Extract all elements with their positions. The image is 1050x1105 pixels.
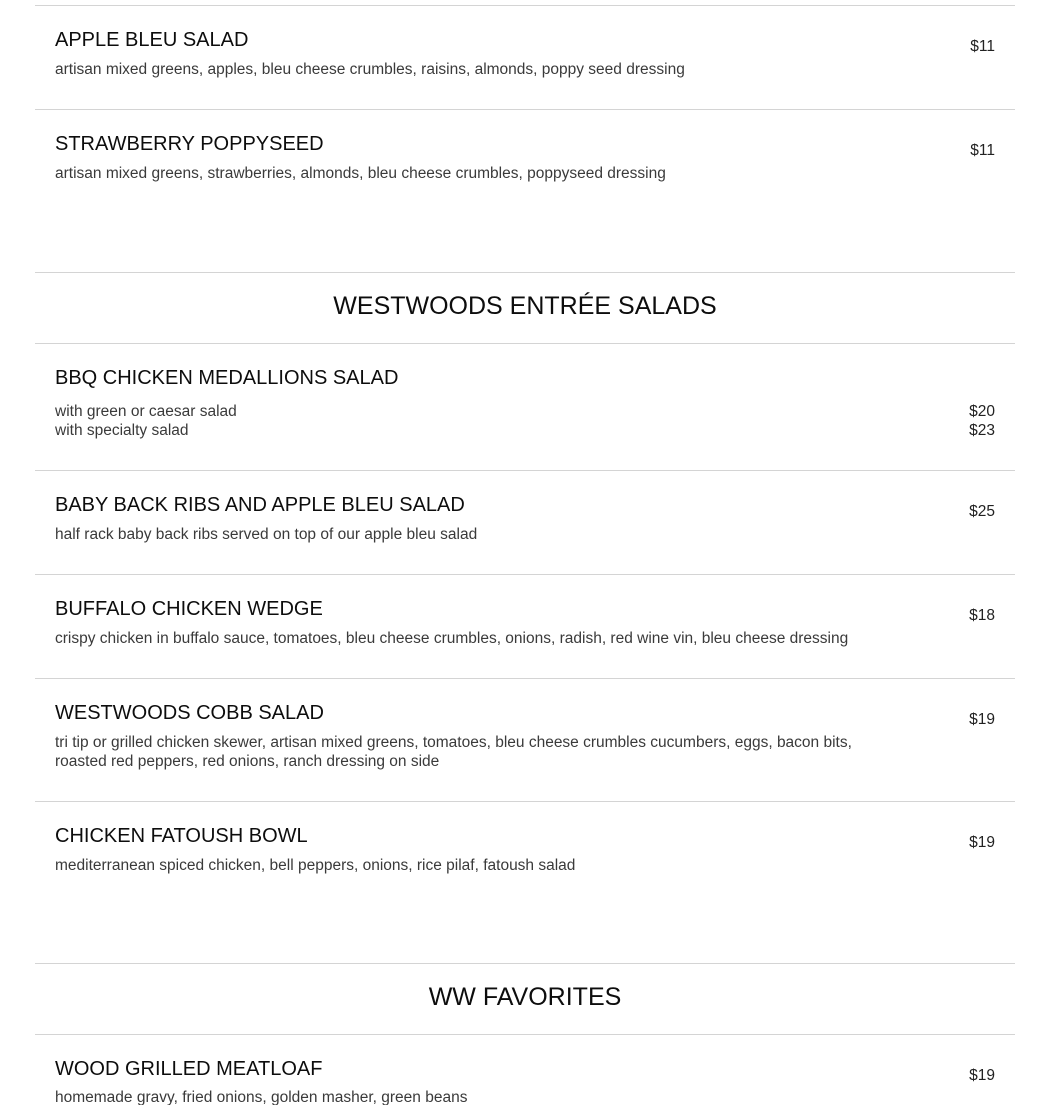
divider	[35, 963, 1015, 964]
section-heading-entree-salads: WESTWOODS ENTRÉE SALADS	[333, 292, 717, 320]
item-option-price: $23	[969, 422, 995, 439]
divider	[35, 109, 1015, 110]
item-description: artisan mixed greens, apples, bleu cheese crumbles, raisins, almonds, poppy seed dressing	[55, 61, 685, 78]
item-price: $19	[969, 834, 995, 851]
item-option-label: with green or caesar salad	[55, 403, 237, 420]
item-description: homemade gravy, fried onions, golden masher, green beans	[55, 1089, 468, 1105]
item-price: $25	[969, 503, 995, 520]
item-name: CHICKEN FATOUSH BOWL	[55, 825, 308, 847]
item-description: artisan mixed greens, strawberries, almonds, bleu cheese crumbles, poppyseed dressing	[55, 165, 666, 182]
item-name: WESTWOODS COBB SALAD	[55, 702, 324, 724]
divider	[35, 470, 1015, 471]
divider	[35, 272, 1015, 273]
divider	[35, 801, 1015, 802]
item-name: BABY BACK RIBS AND APPLE BLEU SALAD	[55, 494, 465, 516]
item-name: BUFFALO CHICKEN WEDGE	[55, 598, 323, 620]
item-name: BBQ CHICKEN MEDALLIONS SALAD	[55, 367, 399, 389]
divider	[35, 574, 1015, 575]
item-price: $19	[969, 711, 995, 728]
divider	[35, 678, 1015, 679]
item-option-price: $20	[969, 403, 995, 420]
item-description: crispy chicken in buffalo sauce, tomatoes, bleu cheese crumbles, onions, radish, red wine vin, bleu cheese dressing	[55, 630, 849, 647]
item-price: $11	[970, 38, 995, 55]
item-description: tri tip or grilled chicken skewer, artisan mixed greens, tomatoes, bleu cheese crumbles cucumbers, eggs, bacon bits,	[55, 734, 852, 751]
divider	[35, 1034, 1015, 1035]
section-heading-ww-favorites: WW FAVORITES	[428, 983, 622, 1011]
item-name: STRAWBERRY POPPYSEED	[55, 133, 324, 155]
divider	[35, 343, 1015, 344]
item-description: roasted red peppers, red onions, ranch dressing on side	[55, 753, 440, 770]
item-price: $11	[970, 142, 995, 159]
divider	[35, 5, 1015, 6]
item-option-label: with specialty salad	[55, 422, 189, 439]
item-name: APPLE BLEU SALAD	[55, 29, 249, 51]
item-price: $18	[969, 607, 995, 624]
item-price: $19	[969, 1067, 995, 1084]
item-description: half rack baby back ribs served on top of our apple bleu salad	[55, 526, 478, 543]
item-description: mediterranean spiced chicken, bell peppers, onions, rice pilaf, fatoush salad	[55, 857, 576, 874]
item-name: WOOD GRILLED MEATLOAF	[55, 1058, 323, 1080]
